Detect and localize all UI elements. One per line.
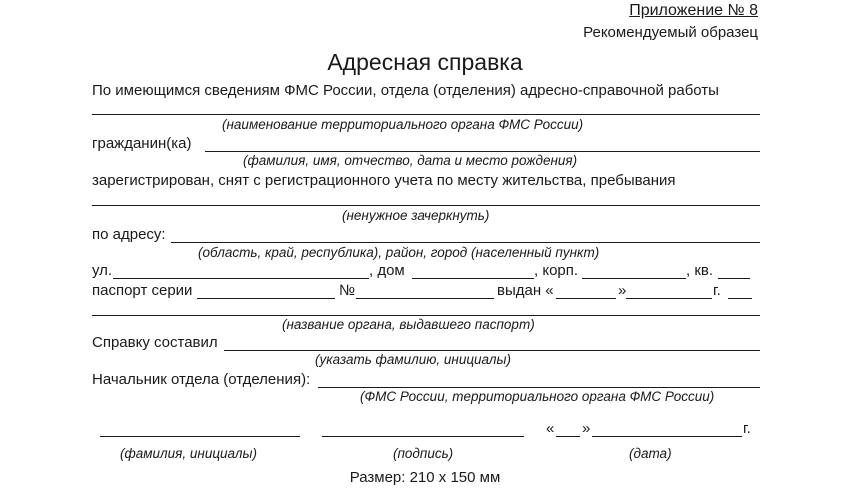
passport-series-field[interactable] [197,298,335,299]
passport-number-label: № [339,282,356,299]
territorial-body-hint: (наименование территориального органа ФМС России) [222,117,584,132]
signature-date-open: « [546,420,555,437]
issued-year-label: г. [713,282,721,299]
head-of-department-field[interactable] [318,387,760,388]
passport-number-field[interactable] [356,298,494,299]
strike-unneeded-hint: (ненужное зачеркнуть) [342,208,490,223]
appendix-number: Приложение № 8 [629,2,758,19]
full-name-hint: (фамилия, имя, отчество, дата и место рождения) [243,153,578,168]
citizen-name-field[interactable] [205,151,760,152]
page-title: Адресная справка [327,49,523,75]
issued-year-field[interactable] [728,298,752,299]
address-region-field[interactable] [171,242,760,243]
passport-series-label: паспорт серии [92,282,193,299]
intro-text: По имеющимся сведениям ФМС России, отдела (отделения) адресно-справочной работы [92,82,719,99]
apartment-label: , кв. [686,262,714,279]
street-label: ул. [92,262,113,279]
address-label: по адресу: [92,226,166,243]
building-label: , корп. [534,262,579,279]
signature-name-field[interactable] [100,436,300,437]
registration-status-text: зарегистрирован, снят с регистрационного учета по месту жительства, пребывания [92,172,676,189]
issuing-authority-hint: (название органа, выдавшего паспорт) [282,317,535,332]
building-field[interactable] [582,278,686,279]
citizen-label: гражданин(ка) [92,135,192,152]
issued-day-field[interactable] [556,298,616,299]
issued-month-field[interactable] [626,298,712,299]
territorial-body-field[interactable] [92,114,760,115]
compiled-by-field[interactable] [224,350,760,351]
signature-field[interactable] [322,436,524,437]
signature-name-caption: (фамилия, инициалы) [120,446,257,461]
issued-quote-close: » [618,282,627,299]
surname-initials-hint: (указать фамилию, инициалы) [315,352,511,367]
fms-body-hint: (ФМС России, территориального органа ФМС России) [360,389,715,404]
issued-label: выдан « [497,282,554,299]
region-hint: (область, край, республика), район, город (населенный пункт) [198,245,600,260]
signature-date-field[interactable] [592,436,742,437]
street-field[interactable] [113,278,369,279]
registration-status-field[interactable] [92,205,760,206]
head-of-department-label: Начальник отдела (отделения): [92,371,311,388]
signature-day-field[interactable] [556,436,580,437]
signature-caption: (подпись) [393,446,454,461]
signature-year-label: г. [743,420,751,437]
compiled-by-label: Справку составил [92,334,218,351]
house-field[interactable] [412,278,534,279]
signature-date-close: » [582,420,591,437]
apartment-field[interactable] [718,278,750,279]
recommended-sample-note: Рекомендуемый образец [583,24,758,41]
house-label: , дом [369,262,405,279]
issuing-authority-field[interactable] [92,315,760,316]
signature-date-caption: (дата) [629,446,672,461]
form-size-note: Размер: 210 x 150 мм [349,469,501,486]
